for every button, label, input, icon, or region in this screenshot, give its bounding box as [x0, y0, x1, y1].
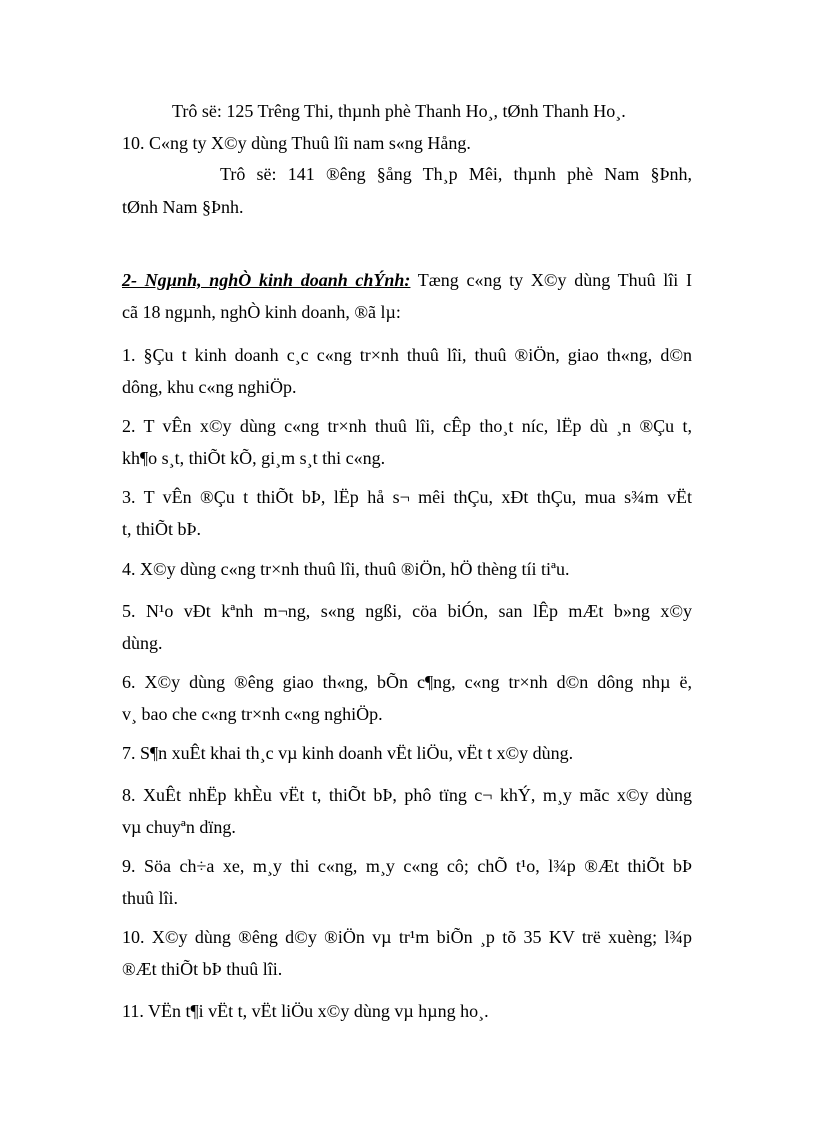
- list-item-1-line2: dông, khu c«ng nghiÖp.: [122, 377, 297, 397]
- list-item-2-line2: kh¶o s¸t, thiÕt kÕ, gi¸m s¸t thi c«ng.: [122, 448, 386, 468]
- list-item-6-line1: 6. X©y dùng ®êng giao th«ng, bÕn c¶ng, c«ng tr×nh d©n dông nhµ ë,: [122, 672, 692, 692]
- section-2-intro-line2: cã 18 ngµnh, nghÒ kinh doanh, ®ã lµ:: [122, 302, 401, 322]
- section-2-intro-line1: [122, 269, 692, 291]
- list-item-6-line2: v¸ bao che c«ng tr×nh c«ng nghiÖp.: [122, 704, 383, 724]
- company-10-address-line1: Trô së: 141 ®êng §ång Th¸p Mêi, thµnh phè Nam §Þnh,: [220, 164, 692, 184]
- list-item-1-line1: 1. §Çu t kinh doanh c¸c c«ng tr×nh thuû lîi, thuû ®iÖn, giao th«ng, d©n: [122, 345, 692, 365]
- list-item-4: 4. X©y dùng c«ng tr×nh thuû lîi, thuû ®iÖn, hÖ thèng tíi tiªu.: [122, 559, 570, 579]
- list-item-10-line2: ®Æt thiÕt bÞ thuû lîi.: [122, 959, 283, 979]
- list-item-10-line1: 10. X©y dùng ®êng d©y ®iÖn vµ tr¹m biÕn ¸p tõ 35 KV trë xuèng; l¾p: [122, 927, 692, 947]
- list-item-3-line2: t, thiÕt bÞ.: [122, 519, 202, 539]
- section-2-intro-text: Tæng c«ng ty X©y dùng Thuû lîi I: [410, 270, 692, 290]
- list-item-7: 7. S¶n xuÊt khai th¸c vµ kinh doanh vËt liÖu, vËt t x©y dùng.: [122, 743, 574, 763]
- list-item-2-line1: 2. T vÊn x©y dùng c«ng tr×nh thuû lîi, cÊp tho¸t níc, lËp dù ¸n ®Çu t,: [122, 416, 692, 436]
- list-item-8-line1: 8. XuÊt nhËp khÈu vËt t, thiÕt bÞ, phô tïng c¬ khÝ, m¸y mãc x©y dùng: [122, 785, 692, 805]
- company-9-address: Trô së: 125 Trêng Thi, thµnh phè Thanh Ho¸, tØnh Thanh Ho¸.: [172, 101, 626, 121]
- list-item-8-line2: vµ chuyªn dïng.: [122, 817, 236, 837]
- list-item-5-line1: 5. N¹o vÐt kªnh m¬ng, s«ng ngßi, cöa biÓn, san lÊp mÆt b»ng x©y: [122, 601, 692, 621]
- list-item-5-line2: dùng.: [122, 633, 163, 653]
- list-item-9-line1: 9. Söa ch÷a xe, m¸y thi c«ng, m¸y c«ng cô; chÕ t¹o, l¾p ®Æt thiÕt bÞ: [122, 856, 692, 876]
- list-item-9-line2: thuû lîi.: [122, 888, 179, 908]
- section-2-heading: 2- Ngµnh, nghÒ kinh doanh chÝnh:: [122, 270, 411, 290]
- list-item-3-line1: 3. T vÊn ®Çu t thiÕt bÞ, lËp hå s¬ mêi thÇu, xÐt thÇu, mua s¾m vËt: [122, 487, 692, 507]
- list-item-11: 11. VËn t¶i vËt t, vËt liÖu x©y dùng vµ hµng ho¸.: [122, 1001, 489, 1021]
- company-10-title: 10. C«ng ty X©y dùng Thuû lîi nam s«ng Hång.: [122, 133, 471, 153]
- company-10-address-line2: tØnh Nam §Þnh.: [122, 197, 244, 217]
